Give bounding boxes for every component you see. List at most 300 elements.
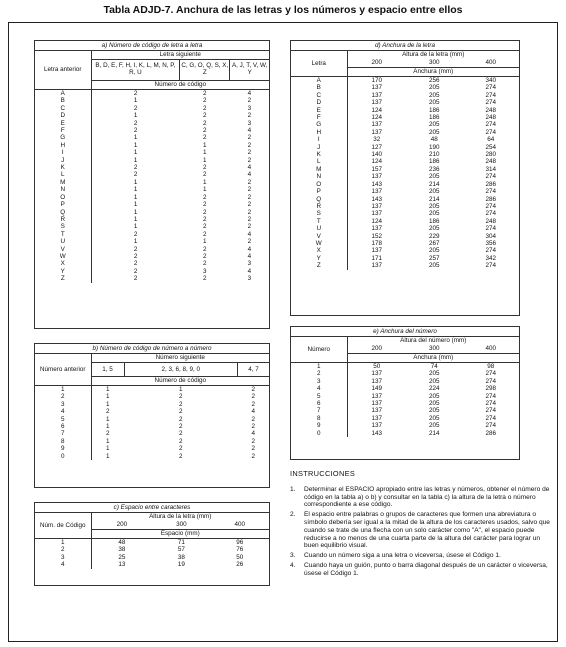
table-cell: 157: [371, 165, 383, 173]
table-row: [291, 99, 519, 106]
table-row: [35, 223, 269, 230]
table-cell: 274: [485, 400, 497, 408]
table-cell: 1: [133, 223, 138, 231]
row-label: 6: [291, 400, 347, 407]
row-label: I: [35, 149, 91, 156]
table-cell: 298: [485, 385, 497, 393]
table-cell: 2: [203, 275, 207, 283]
table-cell: 286: [485, 429, 497, 437]
column-group: 300: [429, 59, 440, 66]
instruction-text: Determinar el ESPACIO apropiado entre las letras y números, obtener el número de código en la tabla a) o b) y consultar en la tabla c) la altura de la letra o número correspondiente a ese código.: [304, 485, 550, 509]
table-row: [291, 77, 519, 85]
table-cell: 4: [247, 171, 252, 179]
table-cell: 2: [133, 267, 138, 275]
table-cell: 3: [247, 104, 252, 112]
table-cell: 2: [178, 430, 183, 438]
table-cell: 214: [429, 180, 440, 188]
row-label: Y: [35, 268, 91, 275]
table-cell: 1: [106, 452, 110, 460]
table-cell: 304: [485, 232, 496, 240]
table-cell: 64: [487, 136, 495, 144]
table-cell: 50: [236, 553, 244, 561]
row-label: 2: [291, 370, 347, 377]
row-label: 9: [35, 445, 91, 452]
table-cell: 1: [106, 437, 110, 445]
table-row: [291, 92, 519, 99]
table-row: [35, 90, 269, 98]
table-cell: 137: [371, 202, 383, 210]
row-label: 0: [291, 430, 347, 437]
table-row: [291, 188, 519, 195]
table-cell: 267: [429, 239, 440, 247]
table-cell: 2: [251, 393, 255, 401]
table-row: [35, 186, 269, 193]
row-label: F: [291, 114, 347, 121]
table-row: [35, 112, 269, 119]
table-row: [35, 134, 269, 141]
table-cell: 205: [429, 225, 440, 233]
table-cell: 2: [203, 171, 207, 179]
column-header: Altura del número (mm): [400, 337, 467, 344]
table-cell: 48: [118, 539, 126, 546]
table-cell: 2: [178, 423, 183, 431]
row-label: Q: [291, 196, 347, 203]
table-cell: 1: [133, 178, 138, 186]
table-row: [35, 179, 269, 186]
table-row: [291, 218, 519, 225]
column-header: Anchura (mm): [413, 68, 454, 75]
row-label: V: [35, 246, 91, 253]
row-label: S: [291, 210, 347, 217]
table-cell: 124: [371, 158, 383, 166]
column-group: 300: [176, 521, 187, 528]
column-group: 300: [429, 345, 440, 352]
table-cell: 3: [247, 275, 252, 283]
table-cell: 2: [251, 452, 255, 460]
table-cell: 137: [371, 377, 383, 385]
table-cell: 2: [178, 445, 183, 453]
table-row: [291, 129, 519, 136]
table-row: [35, 393, 269, 400]
table-row: [291, 136, 519, 143]
table-cell: 74: [430, 363, 438, 370]
table-cell: 2: [247, 178, 252, 186]
table-cell: 2: [203, 134, 207, 142]
table-cell: 2: [203, 127, 207, 135]
table-cell: 1: [106, 400, 110, 408]
table-cell: 286: [485, 180, 496, 188]
table-cell: 2: [247, 215, 252, 223]
table-row: [35, 453, 269, 460]
row-label: C: [291, 92, 347, 99]
table-cell: 2: [251, 423, 255, 431]
table-row: [35, 275, 269, 282]
table-number-width: [290, 326, 520, 460]
row-label: H: [35, 142, 91, 149]
table-cell: 4: [247, 230, 252, 238]
table-cell: 2: [203, 104, 207, 112]
table-cell: 205: [429, 377, 440, 385]
table-cell: 4: [247, 90, 252, 97]
table-row: [291, 114, 519, 121]
table-cell: 124: [371, 106, 383, 114]
table-cell: 2: [178, 393, 183, 401]
row-label: K: [291, 151, 347, 158]
table-row: [291, 422, 519, 429]
row-label: 3: [291, 378, 347, 385]
table-cell: 205: [429, 173, 440, 181]
table-cell: 2: [247, 223, 252, 231]
table-cell: 274: [485, 121, 496, 129]
table-row: [35, 438, 269, 445]
table-cell: 2: [203, 112, 207, 120]
row-label: W: [291, 240, 347, 247]
table-row: [291, 151, 519, 158]
row-label: G: [291, 121, 347, 128]
table-cell: 71: [177, 539, 185, 546]
table-cell: 4: [247, 245, 252, 253]
table-cell: 2: [133, 119, 138, 127]
table-cell: 2: [133, 260, 138, 268]
table-cell: 137: [371, 188, 383, 196]
table-cell: 152: [371, 232, 383, 240]
table-cell: 205: [429, 414, 440, 422]
instruction-text: El espacio entre palabras o grupos de caracteres que formen una abreviatura o símbolo debería ser igual a la mitad de la altura de los caracteres usados, salvo que cuando se trate de una flecha con un solo carácter como "A", el espacio puede reducirse a no menos de una cuarta parte de la altura del carácter para lograr un buen equilibrio visual.: [304, 511, 550, 550]
table-title: d) Anchura de la letra: [291, 41, 519, 51]
row-label: J: [35, 157, 91, 164]
table-cell: 2: [203, 97, 207, 105]
table-cell: 214: [429, 195, 440, 203]
instruction-item: [290, 562, 552, 578]
row-label: P: [291, 188, 347, 195]
table-cell: 19: [177, 561, 185, 569]
row-label: Z: [35, 275, 91, 282]
table-letter-codes: [34, 40, 270, 329]
row-label: P: [35, 201, 91, 208]
row-label: M: [35, 179, 91, 186]
row-label: 4: [291, 385, 347, 392]
table-cell: 50: [373, 363, 381, 370]
table-cell: 2: [133, 164, 138, 172]
table-row: [291, 203, 519, 210]
table-row: [291, 166, 519, 173]
table-row: [291, 121, 519, 128]
table-row: [35, 408, 269, 415]
table-cell: 137: [371, 422, 383, 430]
table-cell: 2: [247, 193, 252, 201]
table-cell: 210: [429, 151, 440, 159]
table-cell: 205: [429, 400, 440, 408]
table-cell: 190: [429, 143, 440, 151]
row-label: V: [291, 233, 347, 240]
row-label: 3: [35, 401, 91, 408]
table-cell: 137: [371, 225, 383, 233]
row-label: Y: [291, 255, 347, 262]
table-row: [291, 415, 519, 422]
row-label: E: [291, 107, 347, 114]
table-cell: 205: [429, 121, 440, 129]
table-cell: 4: [251, 430, 255, 438]
table-cell: 286: [485, 195, 496, 203]
table-cell: 314: [485, 165, 496, 173]
table-cell: 1: [203, 238, 207, 246]
table-cell: 2: [247, 208, 252, 216]
table-cell: 137: [371, 247, 383, 255]
table-row: [35, 253, 269, 260]
column-group: 1, 5: [91, 363, 124, 377]
table-cell: 2: [203, 90, 207, 97]
table-cell: 248: [485, 114, 496, 122]
row-label: X: [291, 247, 347, 254]
table-cell: 137: [371, 262, 383, 270]
table-cell: 186: [429, 114, 440, 122]
table-cell: 224: [429, 385, 440, 393]
table-cell: 2: [133, 171, 138, 179]
table-cell: 274: [485, 377, 497, 385]
table-cell: 205: [429, 99, 440, 107]
row-label: O: [35, 194, 91, 201]
row-label: L: [291, 158, 347, 165]
table-title: b) Número de código de número a número: [35, 344, 269, 354]
row-label: W: [35, 253, 91, 260]
table-cell: 57: [177, 546, 185, 554]
column-header: Anchura (mm): [413, 354, 454, 361]
table-cell: 205: [429, 407, 440, 415]
row-label: 7: [35, 430, 91, 437]
table-cell: 171: [371, 254, 383, 262]
table-cell: 205: [429, 210, 440, 218]
table-row: [291, 144, 519, 151]
table-cell: 137: [371, 84, 383, 92]
column-group: 400: [234, 521, 246, 528]
page-title: Tabla ADJD-7. Anchura de las letras y los números y espacio entre ellos: [103, 4, 463, 16]
table-cell: 137: [371, 210, 383, 218]
column-header: Letra siguiente: [91, 51, 269, 60]
table-cell: 1: [133, 149, 138, 157]
row-label: 6: [35, 423, 91, 430]
table-number-codes: [34, 343, 270, 488]
row-label: A: [35, 90, 91, 98]
table-cell: 274: [485, 128, 496, 136]
table-row: [35, 416, 269, 423]
table-cell: 205: [429, 128, 440, 136]
row-label: 9: [291, 422, 347, 429]
table-title: a) Número de código de letra a letra: [35, 41, 269, 51]
table-cell: 2: [203, 252, 207, 260]
table-cell: 2: [133, 104, 138, 112]
table-cell: 2: [133, 230, 138, 238]
table-cell: 1: [203, 186, 207, 194]
table-row: [35, 120, 269, 127]
table-cell: 280: [485, 151, 496, 159]
table-cell: 127: [371, 143, 383, 151]
table-row: [291, 196, 519, 203]
table-row: [35, 260, 269, 267]
table-row: [291, 393, 519, 400]
table-cell: 2: [203, 260, 207, 268]
column-header: Número anterior: [35, 354, 91, 386]
row-label: X: [35, 260, 91, 267]
column-header: Letra anterior: [35, 51, 91, 90]
column-header: Altura de la letra (mm): [402, 51, 465, 58]
table-cell: 2: [133, 90, 138, 97]
table-cell: 2: [203, 215, 207, 223]
table-cell: 4: [247, 267, 252, 275]
table-cell: 2: [247, 156, 252, 164]
table-cell: 1: [178, 386, 183, 393]
table-cell: 38: [118, 546, 126, 554]
table-cell: 1: [133, 141, 138, 149]
table-cell: 2: [178, 452, 183, 460]
column-group: 200: [116, 521, 128, 528]
row-label: 1: [291, 363, 347, 371]
row-label: O: [291, 181, 347, 188]
row-label: U: [35, 238, 91, 245]
table-row: [35, 539, 269, 547]
table-cell: 2: [203, 230, 207, 238]
table-cell: 2: [203, 119, 207, 127]
table-cell: 1: [133, 156, 138, 164]
table-cell: 2: [247, 186, 252, 194]
row-label: D: [35, 112, 91, 119]
table-row: [35, 171, 269, 178]
column-group: B, D, E, F, H, I, K, L, M, N, P, R, U: [91, 60, 180, 81]
table-cell: 256: [429, 77, 440, 84]
table-cell: 1: [133, 193, 138, 201]
table-row: [35, 127, 269, 134]
row-label: T: [291, 218, 347, 225]
row-label: E: [35, 120, 91, 127]
table-cell: 2: [203, 201, 207, 209]
table-cell: 124: [371, 217, 383, 225]
table-cell: 38: [177, 553, 185, 561]
table-row: [35, 216, 269, 223]
column-group: 2, 3, 6, 8, 9, 0: [124, 363, 237, 377]
table-row: [35, 445, 269, 452]
table-cell: 2: [251, 386, 255, 393]
table-cell: 3: [247, 260, 252, 268]
column-group: 200: [371, 345, 383, 352]
table-cell: 205: [429, 370, 440, 378]
table-cell: 98: [487, 363, 495, 370]
table-cell: 2: [203, 164, 207, 172]
table-row: [35, 546, 269, 553]
table-cell: 1: [203, 149, 207, 157]
table-cell: 274: [485, 370, 497, 378]
instruction-item: [290, 486, 552, 509]
table-cell: 274: [485, 392, 497, 400]
column-group: A, J, T, V, W, Y: [231, 62, 268, 76]
table-cell: 2: [247, 141, 252, 149]
instruction-text: Cuando haya un guión, punto o barra diagonal después de un carácter o viceversa, úsese el Código 1.: [304, 561, 548, 577]
row-label: Q: [35, 209, 91, 216]
row-label: M: [291, 166, 347, 173]
table-cell: 178: [371, 239, 383, 247]
table-cell: 205: [429, 202, 440, 210]
table-cell: 2: [133, 127, 138, 135]
table-cell: 137: [371, 400, 383, 408]
table-cell: 32: [373, 136, 381, 144]
table-cell: 274: [485, 262, 496, 270]
table-cell: 170: [371, 77, 383, 84]
table-cell: 1: [133, 134, 138, 142]
instruction-item: [290, 511, 552, 550]
column-header: Núm. de Código: [35, 513, 91, 539]
table-row: [291, 255, 519, 262]
table-cell: 274: [485, 414, 497, 422]
row-label: 2: [35, 546, 91, 553]
table-cell: 205: [429, 91, 440, 99]
row-label: L: [35, 171, 91, 178]
row-label: K: [35, 164, 91, 171]
table-cell: 1: [133, 208, 138, 216]
column-group: 4, 7: [248, 365, 259, 373]
row-label: Z: [291, 262, 347, 269]
table-cell: 2: [106, 408, 110, 416]
table-cell: 2: [203, 245, 207, 253]
instructions: [290, 470, 552, 580]
column-header: Número siguiente: [91, 354, 269, 363]
table-row: [291, 400, 519, 407]
table-row: [35, 164, 269, 171]
column-header: Número de código: [154, 377, 206, 384]
table-cell: 2: [251, 445, 255, 453]
table-cell: 342: [485, 254, 496, 262]
table-row: [291, 173, 519, 180]
table-row: [35, 554, 269, 561]
table-cell: 2: [247, 112, 252, 120]
table-cell: 149: [371, 385, 383, 393]
table-cell: 274: [485, 188, 496, 196]
table-cell: 274: [485, 247, 496, 255]
table-row: [291, 430, 519, 437]
table-row: [291, 407, 519, 414]
table-cell: 143: [371, 429, 383, 437]
row-label: 5: [35, 416, 91, 423]
table-row: [35, 561, 269, 568]
table-cell: 274: [485, 173, 496, 181]
table-cell: 274: [485, 225, 496, 233]
table-row: [291, 262, 519, 269]
row-label: 1: [35, 386, 91, 394]
row-label: 7: [291, 407, 347, 414]
table-cell: 48: [430, 136, 438, 144]
table-row: [291, 233, 519, 240]
row-label: 8: [291, 415, 347, 422]
table-cell: 2: [133, 252, 138, 260]
table-cell: 356: [485, 239, 496, 247]
row-label: G: [35, 134, 91, 141]
column-header: Letra: [291, 51, 347, 77]
table-cell: 274: [485, 84, 496, 92]
table-row: [35, 423, 269, 430]
table-cell: 1: [133, 97, 138, 105]
row-label: F: [35, 127, 91, 134]
table-row: [35, 268, 269, 275]
table-cell: 1: [133, 238, 138, 246]
table-cell: 1: [106, 415, 110, 423]
table-cell: 137: [371, 99, 383, 107]
table-title: c) Espacio entre caracteres: [35, 503, 269, 513]
table-cell: 205: [429, 84, 440, 92]
table-cell: 137: [371, 407, 383, 415]
table-cell: 2: [203, 223, 207, 231]
table-cell: 137: [371, 414, 383, 422]
row-label: D: [291, 99, 347, 106]
table-row: [35, 238, 269, 245]
table-title: e) Anchura del número: [291, 327, 519, 337]
table-row: [291, 107, 519, 114]
